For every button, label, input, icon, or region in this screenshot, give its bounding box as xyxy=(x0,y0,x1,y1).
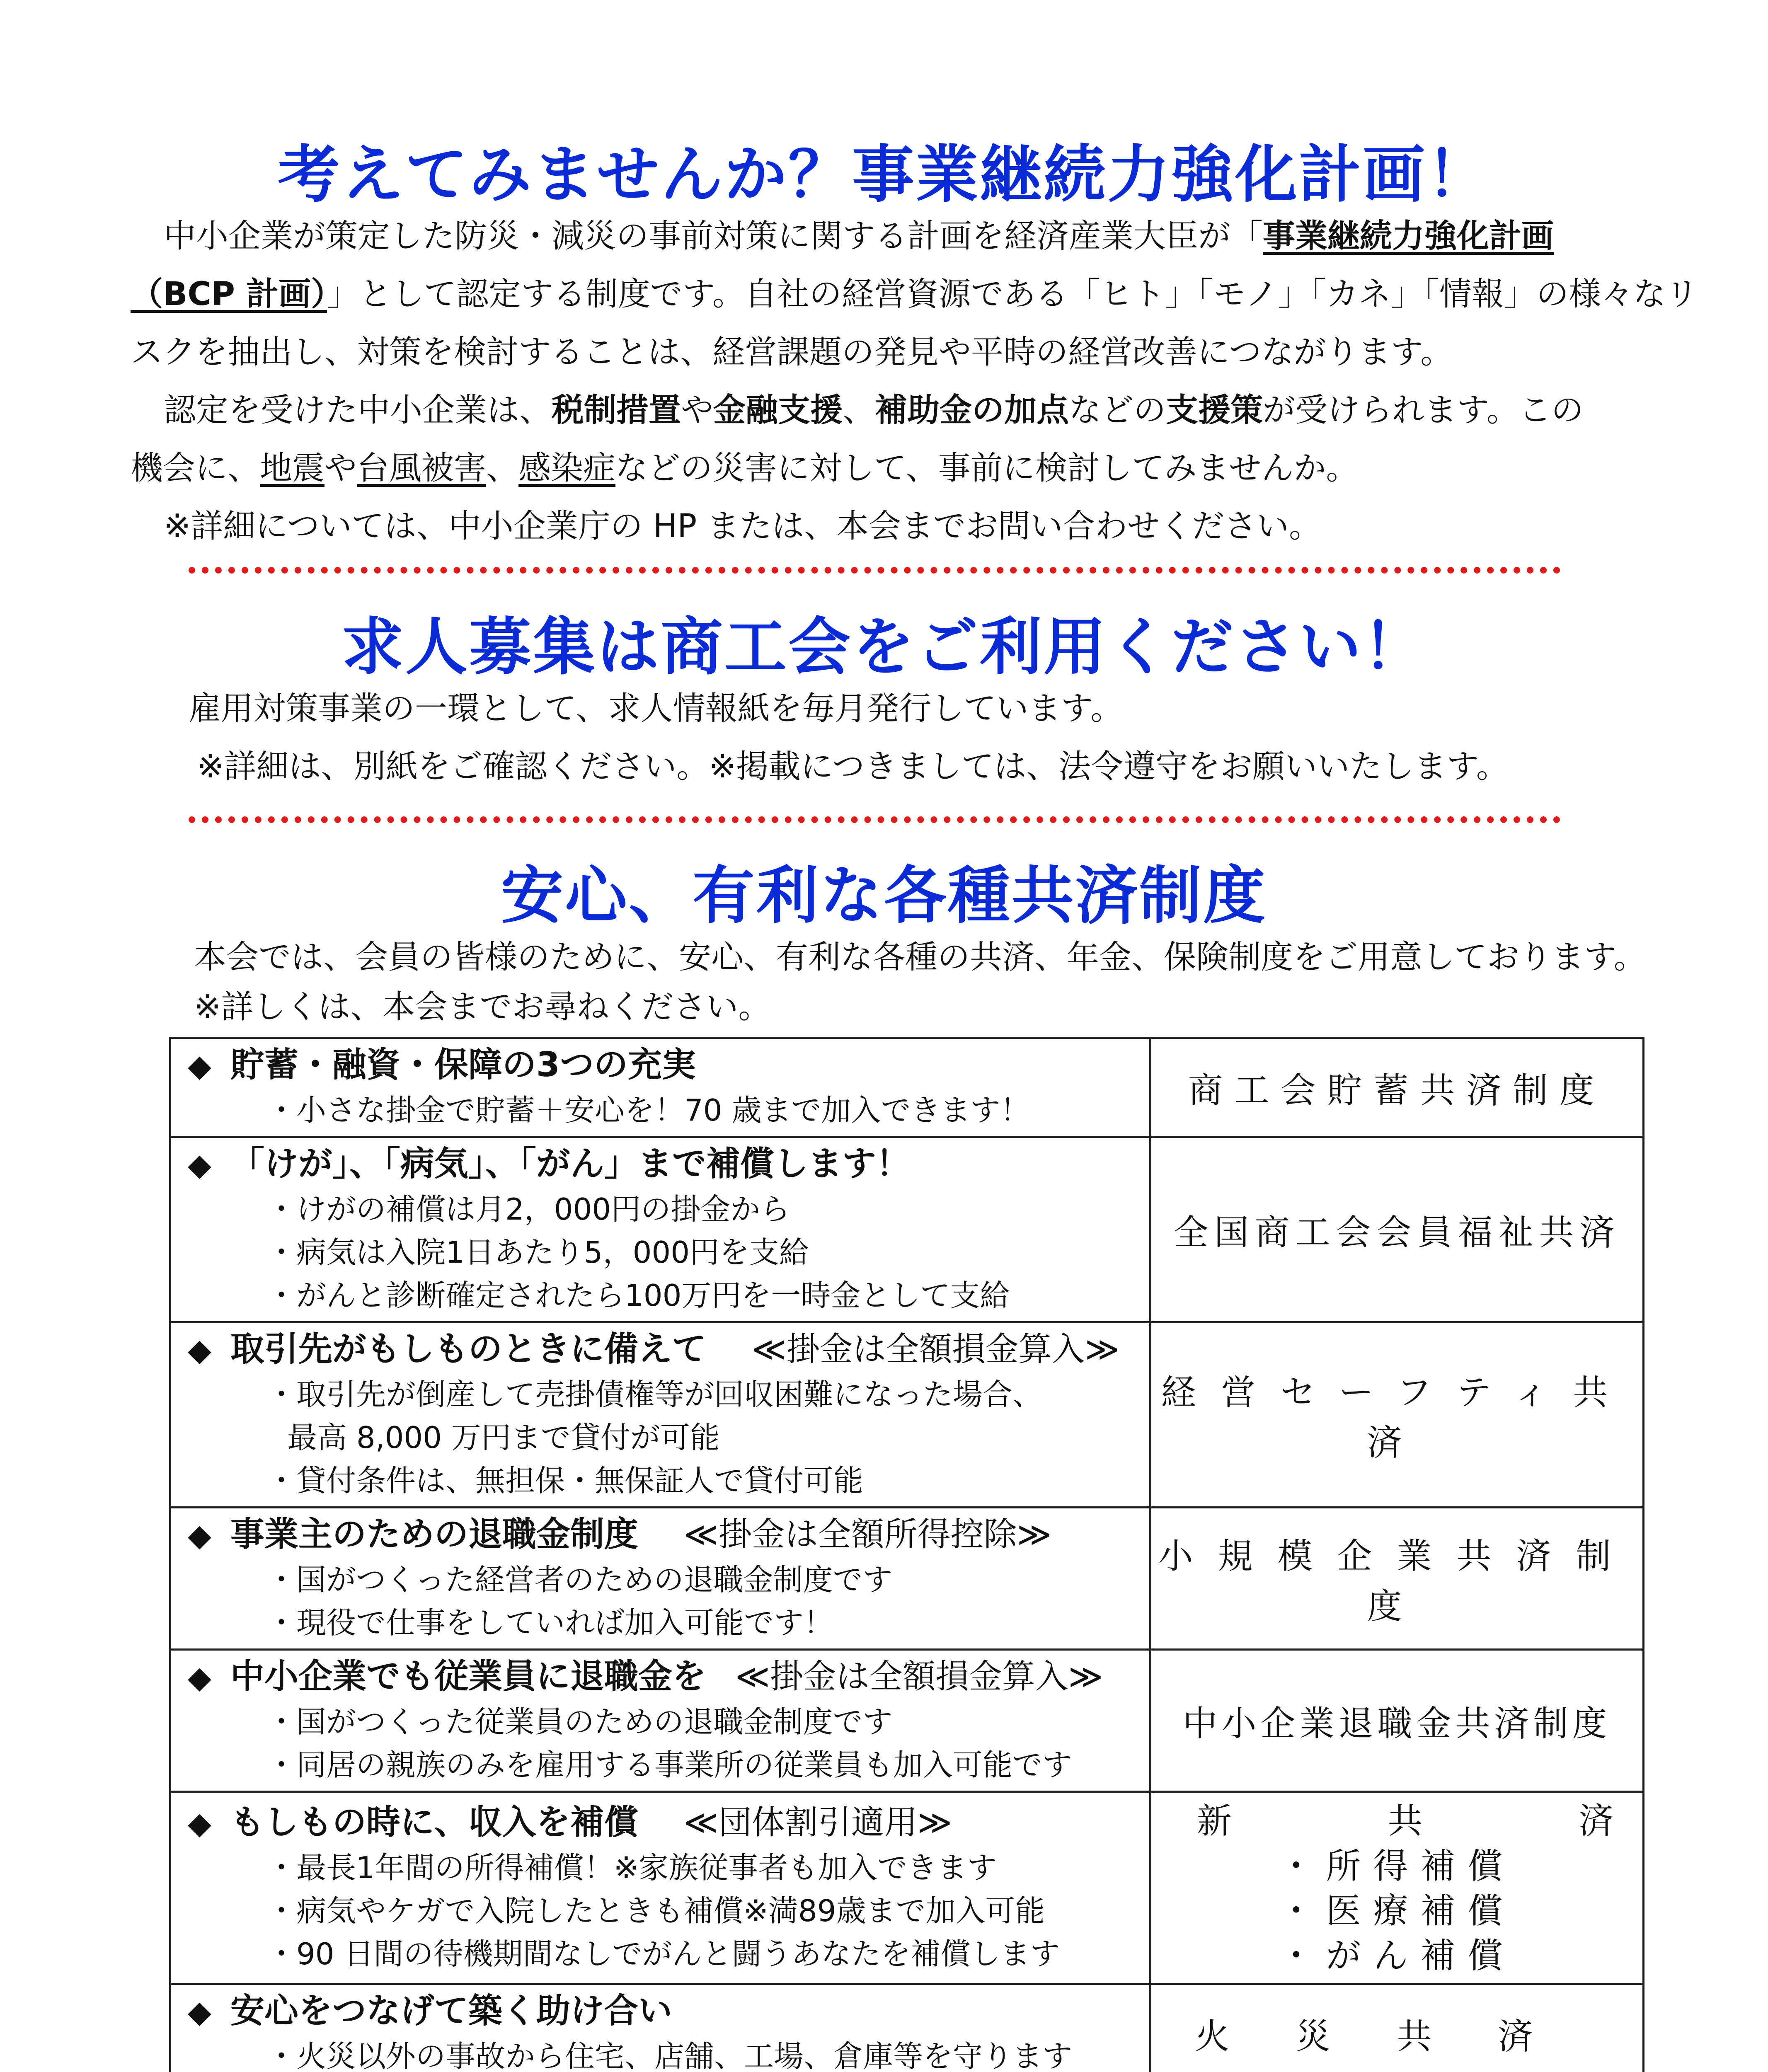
row-content xyxy=(170,1508,1150,1650)
row-label-text: 中小企業退職金共済制度 xyxy=(1182,1703,1611,1744)
shin-item: ・がん補償 xyxy=(1279,1935,1515,1976)
p2-line1-pre: 認定を受けた中小企業は、 xyxy=(164,392,552,429)
row-bullet: ・けがの補償は月2，000円の掛金から xyxy=(266,1192,790,1227)
p2-line2-post: などの災害に対して、事前に検討してみませんか。 xyxy=(615,450,1359,487)
table-row xyxy=(170,1322,1644,1508)
mutual-aid-table xyxy=(169,1037,1644,2072)
diamond-icon: ◆ xyxy=(188,1805,211,1841)
finance-support-text: 金融支援 xyxy=(713,392,843,429)
row-bullet: ・火災以外の事故から住宅、店舗、工場、倉庫等を守ります xyxy=(266,2039,1073,2072)
shin-kyosai-heading xyxy=(1151,1798,1642,1844)
table-row xyxy=(170,1038,1644,1137)
row-label xyxy=(1150,1650,1644,1792)
row-title-text: 事業主のための退職金制度 xyxy=(230,1515,638,1554)
row-bullet: ・小さな掛金で貯蓄＋安心を！70 歳まで加入できます！ xyxy=(266,1093,1030,1128)
section1-paragraph xyxy=(131,207,1698,555)
p2-line2-pre: 機会に、 xyxy=(131,450,260,487)
row-label-text: 経営セーフティ共済 xyxy=(1161,1372,1633,1463)
table-row xyxy=(170,1508,1644,1650)
p2-line2-sep1: や xyxy=(325,450,357,487)
row-title xyxy=(188,1988,1149,2035)
section3-title: 安心、有利な各種共済制度 xyxy=(501,860,1267,932)
row-title xyxy=(188,1141,1149,1188)
row-bullet: 最高 8,000 万円まで貸付が可能 xyxy=(287,1420,720,1455)
row-note: ≪掛金は全額所得控除≫ xyxy=(683,1515,1052,1554)
row-title xyxy=(188,1042,1149,1089)
p1-line2-text: 」として認定する制度です。自社の経営資源である「ヒト」「モノ」「カネ」「情報」の様々なリ xyxy=(327,276,1698,313)
row-content xyxy=(170,1984,1150,2072)
row-title xyxy=(188,1326,1149,1373)
diamond-icon: ◆ xyxy=(188,1332,211,1368)
shin-part: 共 xyxy=(1388,1800,1423,1841)
bcp-plan-link-text: 事業継続力強化計画 xyxy=(1263,218,1554,255)
row-label xyxy=(1150,1984,1644,2072)
row-title-text: 取引先がもしものときに備えて xyxy=(230,1329,706,1369)
diamond-icon: ◆ xyxy=(188,1518,211,1553)
row-content xyxy=(170,1322,1150,1508)
row-title xyxy=(188,1800,1149,1846)
row-label-text: 商工会貯蓄共済制度 xyxy=(1188,1070,1606,1111)
row-label-text: 火災共済 xyxy=(1194,2016,1599,2057)
row-label xyxy=(1150,1792,1644,1984)
row-title xyxy=(188,1654,1149,1700)
row-content xyxy=(170,1792,1150,1984)
row-label xyxy=(1150,1038,1644,1137)
row-label-text: 小規模企業共済制度 xyxy=(1158,1536,1636,1627)
diamond-icon: ◆ xyxy=(188,1147,211,1183)
diamond-icon: ◆ xyxy=(188,1048,211,1084)
subsidy-bonus-text: 補助金の加点 xyxy=(875,392,1069,429)
row-note: ≪団体割引適用≫ xyxy=(683,1803,952,1842)
row-bullet: ・90 日間の待機期間なしでがんと闘うあなたを補償します xyxy=(266,1936,1060,1971)
section3-line2: ※詳しくは、本会までお尋ねください。 xyxy=(194,988,771,1026)
row-bullet: ・病気は入院1日あたり5，000円を支給 xyxy=(266,1235,809,1270)
p2-sep1: や xyxy=(681,392,714,429)
infection-text: 感染症 xyxy=(518,450,616,487)
divider-1 xyxy=(189,567,1560,574)
diamond-icon: ◆ xyxy=(188,1994,211,2030)
row-content xyxy=(170,1650,1150,1792)
row-content xyxy=(170,1137,1150,1322)
tax-measure-text: 税制措置 xyxy=(552,392,681,429)
section1-note: ※詳細については、中小企業庁の HP または、本会までお問い合わせください。 xyxy=(164,508,1322,545)
row-bullet: ・貸付条件は、無担保・無保証人で貸付可能 xyxy=(266,1463,864,1498)
p1-line3-text: スクを抽出し、対策を検討することは、経営課題の発見や平時の経営改善につながります。 xyxy=(131,334,1453,371)
row-bullet: ・最長1年間の所得補償！※家族従事者も加入できます xyxy=(266,1850,997,1885)
row-title xyxy=(188,1512,1149,1558)
table-row xyxy=(170,1984,1644,2072)
section1-title: 考えてみませんか？事業継続力強化計画！ xyxy=(277,139,1490,211)
p1-line1-text: 中小企業が策定した防災・減災の事前対策に関する計画を経済産業大臣が「 xyxy=(164,218,1263,255)
row-title-text: 中小企業でも従業員に退職金を xyxy=(230,1657,706,1696)
section2-line1: 雇用対策事業の一環として、求人情報紙を毎月発行しています。 xyxy=(189,690,1123,727)
table-row xyxy=(170,1650,1644,1792)
row-note: ≪掛金は全額損金算入≫ xyxy=(751,1330,1120,1368)
divider-2 xyxy=(189,816,1560,823)
support-measure-text: 支援策 xyxy=(1166,392,1263,429)
table-row xyxy=(170,1137,1644,1322)
row-content xyxy=(170,1038,1150,1137)
row-bullet: ・国がつくった従業員のための退職金制度です xyxy=(266,1704,893,1739)
row-title-text: 貯蓄・融資・保障の3つの充実 xyxy=(230,1045,696,1084)
row-label xyxy=(1150,1322,1644,1508)
row-bullet: ・現役で仕事をしていれば加入可能です！ xyxy=(266,1605,834,1640)
p2-sep2: 、 xyxy=(843,392,875,429)
shin-part: 済 xyxy=(1578,1800,1613,1841)
table-row xyxy=(170,1792,1644,1984)
section2-title: 求人募集は商工会をご利用ください！ xyxy=(341,611,1427,683)
p2-line1-post: が受けられます。この xyxy=(1263,392,1584,429)
diamond-icon: ◆ xyxy=(188,1660,211,1695)
shin-item: ・所得補償 xyxy=(1279,1845,1515,1886)
p2-sep3: などの xyxy=(1069,392,1166,429)
row-title-text: もしもの時に、収入を補償 xyxy=(230,1802,638,1842)
shin-part: 新 xyxy=(1197,1800,1232,1841)
row-bullet: ・取引先が倒産して売掛債権等が回収困難になった場合、 xyxy=(266,1377,1043,1412)
row-bullet: ・病気やケガで入院したときも補償※満89歳まで加入可能 xyxy=(266,1893,1045,1928)
row-label xyxy=(1150,1508,1644,1650)
section2-line2: ※詳細は、別紙をご確認ください。※掲載につきましては、法令遵守をお願いいたします。 xyxy=(197,748,1509,785)
row-title-text: 安心をつなげて築く助け合い xyxy=(230,1991,672,2031)
shin-item: ・医療補償 xyxy=(1279,1890,1515,1931)
row-title-text: 「けが」、「病気」、「がん」まで補償します！ xyxy=(230,1144,910,1184)
row-label xyxy=(1150,1137,1644,1322)
row-note: ≪掛金は全額損金算入≫ xyxy=(735,1657,1103,1696)
row-label-text: 全国商工会会員福祉共済 xyxy=(1173,1212,1620,1253)
section3-line1: 本会では、会員の皆様のために、安心、有利な各種の共済、年金、保険制度をご用意しております。 xyxy=(194,939,1646,976)
earthquake-text: 地震 xyxy=(260,450,325,487)
p2-line2-sep2: 、 xyxy=(486,450,519,487)
typhoon-text: 台風被害 xyxy=(357,450,487,487)
row-bullet: ・国がつくった経営者のための退職金制度です xyxy=(266,1562,893,1597)
bcp-abbrev-text: （BCP 計画） xyxy=(131,276,327,313)
row-bullet: ・同居の親族のみを雇用する事業所の従業員も加入可能です xyxy=(266,1748,1073,1782)
row-bullet: ・がんと診断確定されたら100万円を一時金として支給 xyxy=(266,1278,1010,1313)
